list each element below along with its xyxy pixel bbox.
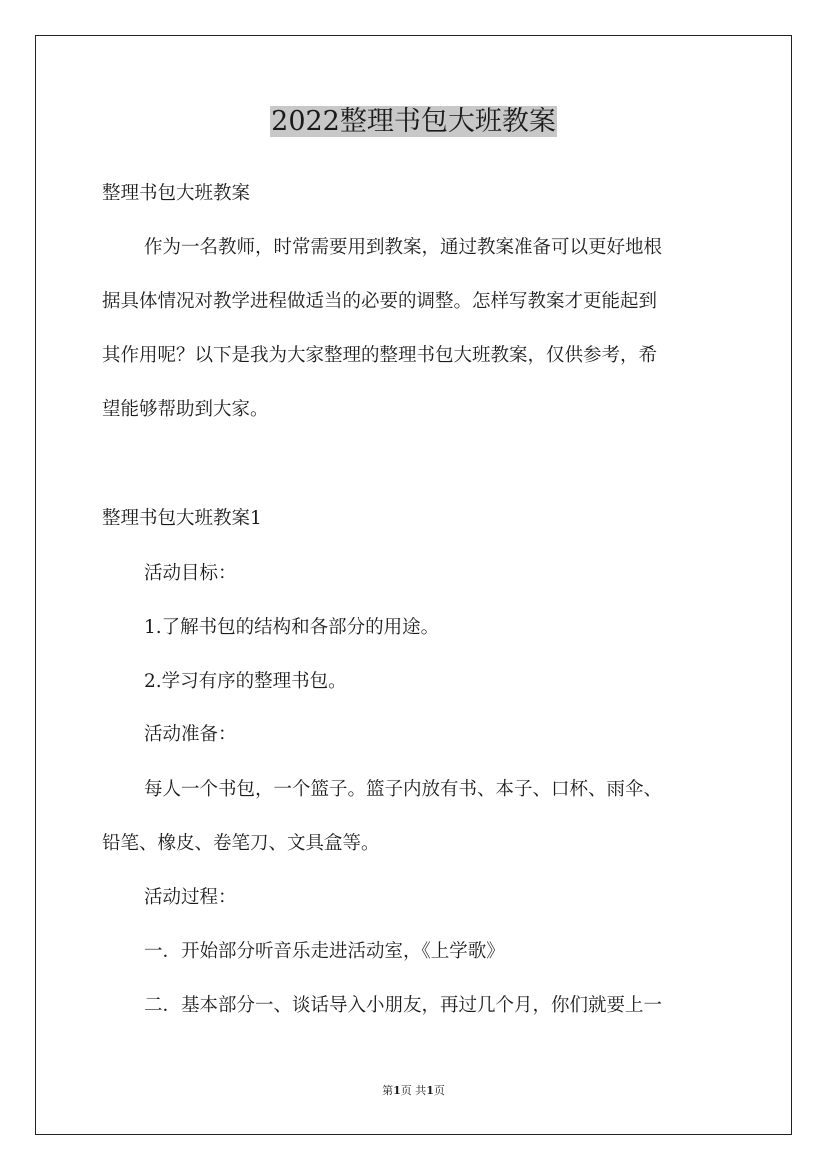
goals-heading: 活动目标： xyxy=(144,563,237,584)
prep-line-1: 每人一个书包，一个篮子。篮子内放有书、本子、口杯、雨伞、 xyxy=(144,779,663,800)
prep-heading: 活动准备： xyxy=(144,724,237,745)
footer-page-current: 1 xyxy=(393,1084,401,1097)
process-heading: 活动过程： xyxy=(144,887,237,908)
process-step-2: 二．基本部分一、谈话导入小朋友，再过几个月，你们就要上一 xyxy=(144,995,663,1016)
doc-heading: 整理书包大班教案 xyxy=(102,183,251,204)
goal-item-1: 1.了解书包的结构和各部分的用途。 xyxy=(144,617,440,638)
footer-page-total: 1 xyxy=(426,1084,434,1097)
document-title: 2022整理书包大班教案 xyxy=(271,106,556,137)
goal-item-2: 2.学习有序的整理书包。 xyxy=(144,671,347,692)
intro-line-2: 据具体情况对教学进程做适当的必要的调整。怎样写教案才更能起到 xyxy=(102,291,658,312)
intro-line-3: 其作用呢？以下是我为大家整理的整理书包大班教案，仅供参考，希 xyxy=(102,345,658,366)
prep-line-2: 铅笔、橡皮、卷笔刀、文具盒等。 xyxy=(102,833,380,854)
footer-prefix: 第 xyxy=(382,1084,394,1097)
intro-line-4: 望能够帮助到大家。 xyxy=(102,399,269,420)
intro-line-1: 作为一名教师，时常需要用到教案，通过教案准备可以更好地根 xyxy=(144,237,663,258)
page-footer xyxy=(0,1083,827,1099)
footer-mid: 页 共 xyxy=(400,1084,427,1097)
process-step-1: 一．开始部分听音乐走进活动室，《上学歌》 xyxy=(144,941,505,962)
section-heading-1: 整理书包大班教案1 xyxy=(102,508,262,529)
footer-suffix: 页 xyxy=(433,1084,445,1097)
